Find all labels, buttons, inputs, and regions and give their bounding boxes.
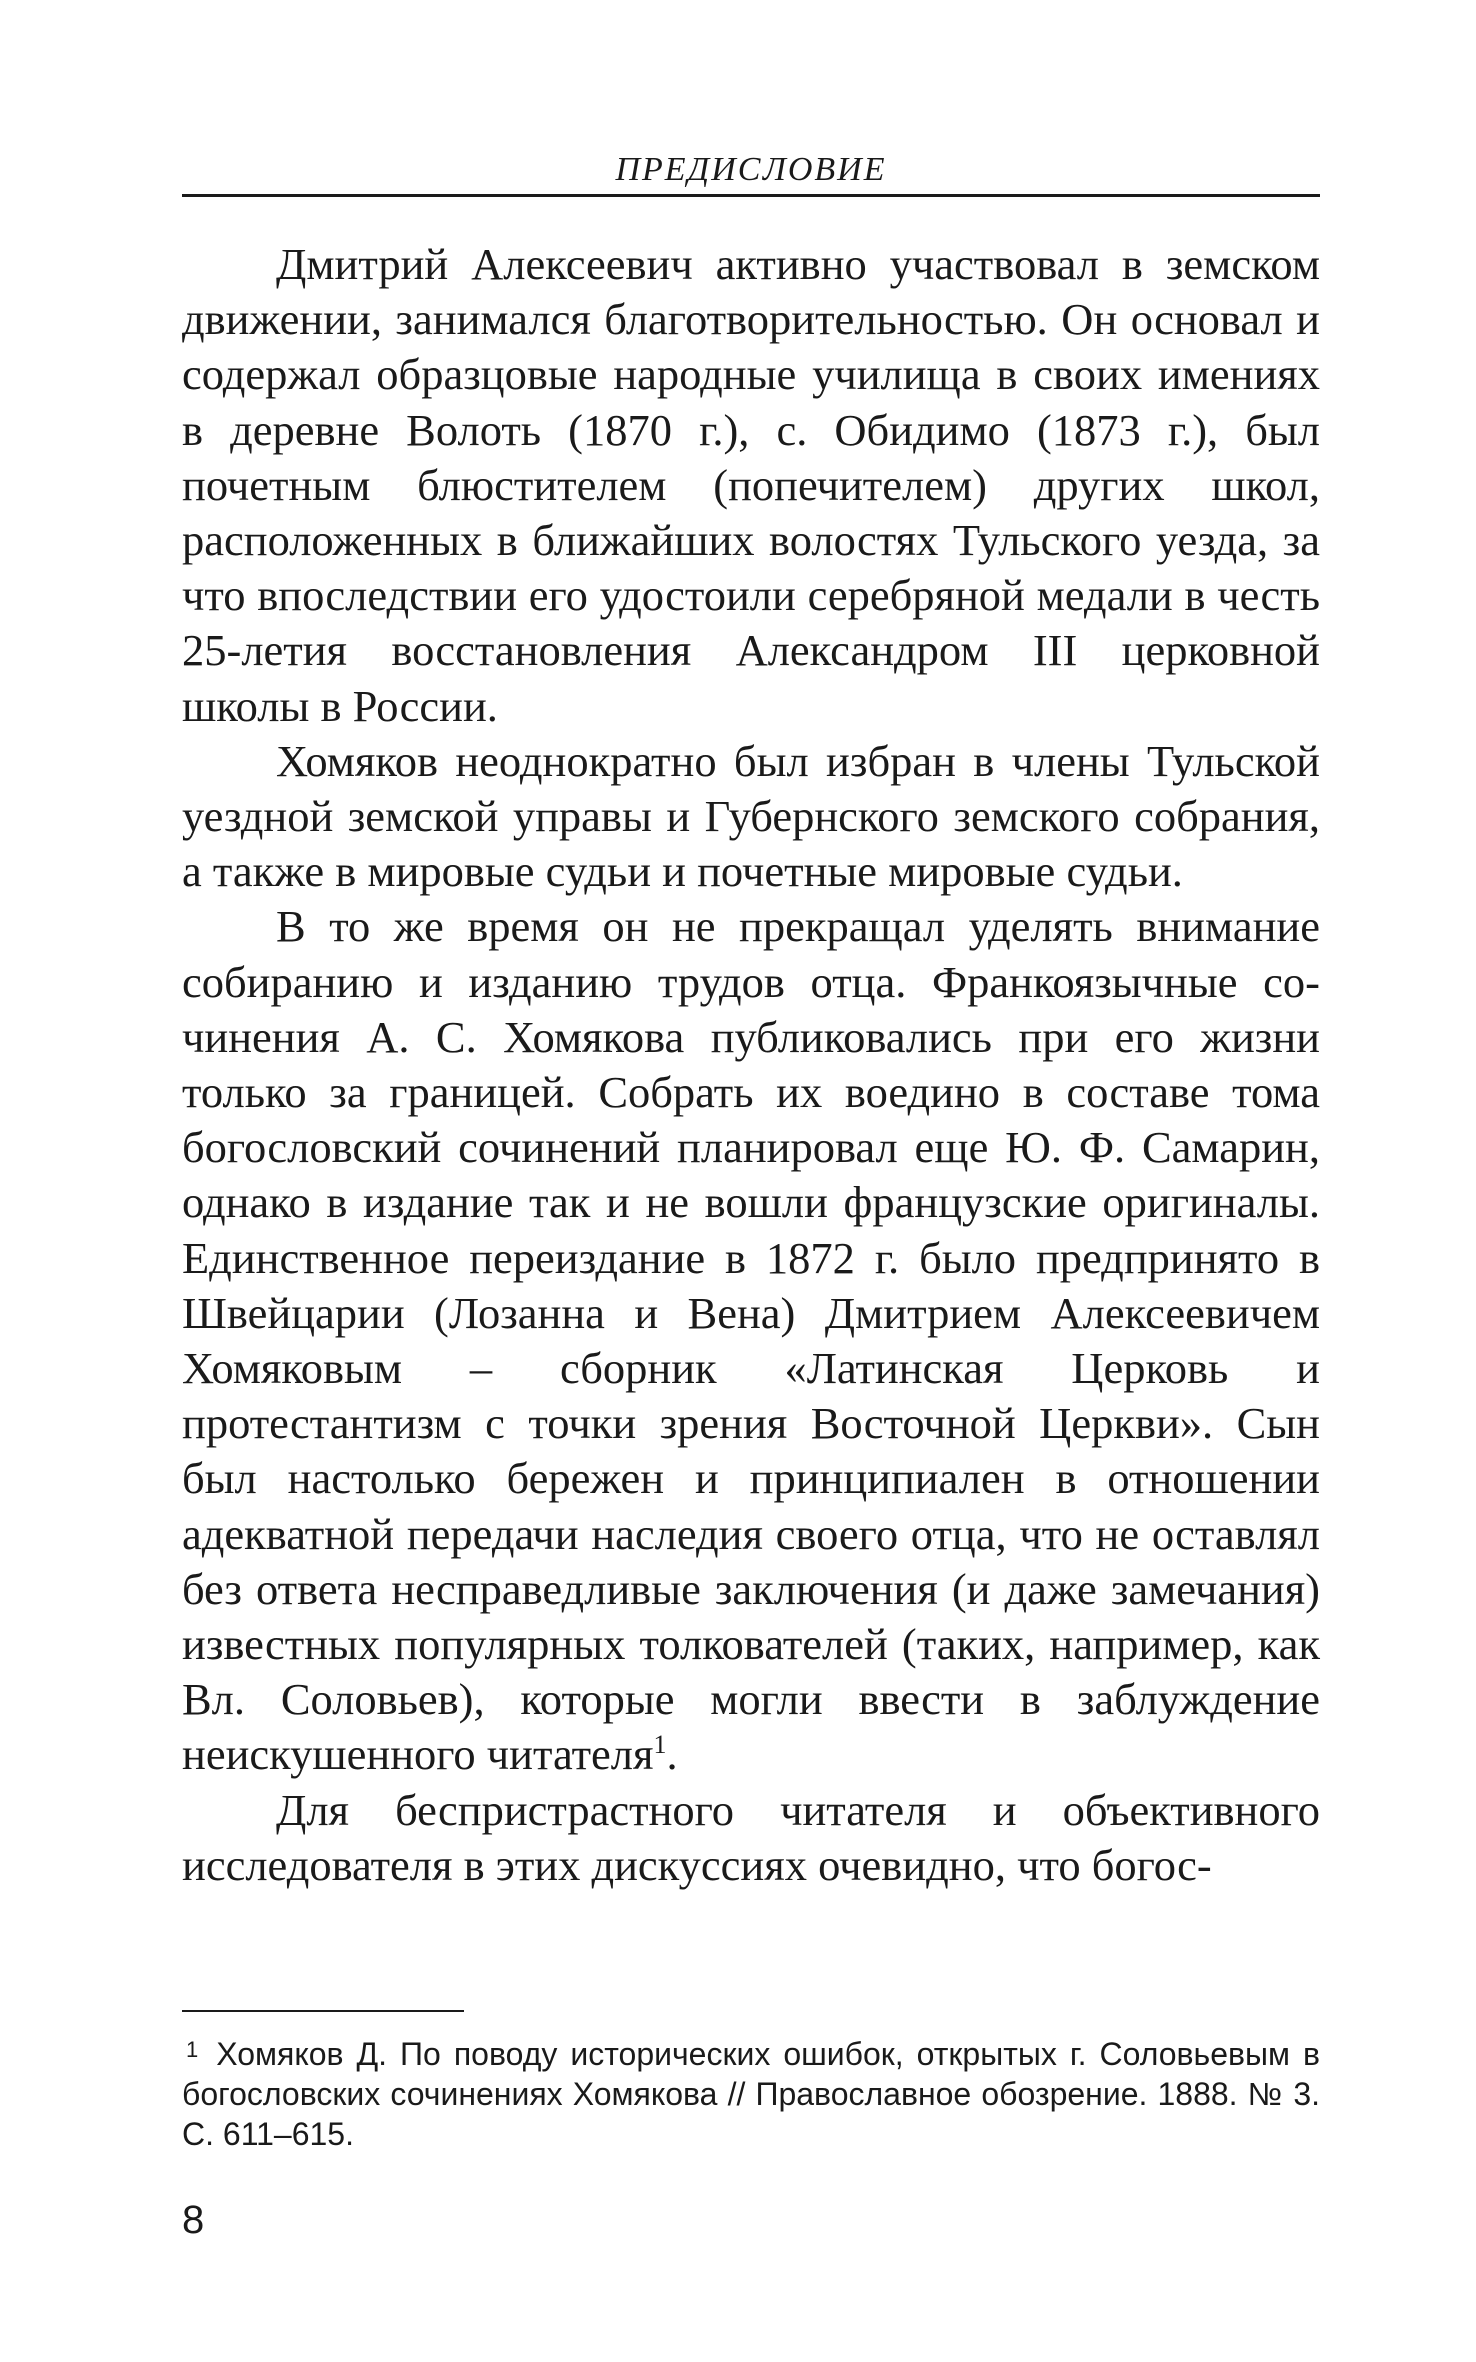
paragraph-3 xyxy=(182,899,1320,1782)
footnote-text: Хомяков Д. По поводу исторических ошибок, открытых г. Соловьевым в богословских сочинениях Хомякова // Православное обозрение. 1888. № 3. С. 611–615. xyxy=(182,2036,1320,2152)
paragraph-3-text: В то же время он не прекращал уделять внимание собиранию и изданию трудов отца. Франкоязычные сочинения А. С. Хомякова публиковались при его жизни только за границей. Собрать их воедино в составе тома богословский сочинений планировал еще Ю. Ф. Самарин, однако в издание так и не вошли французские оригиналы. Единственное переиздание в 1872 г. было предпринято в Швейцарии (Лозанна и Вена) Дмитрием Алексеевичем Хомяковым – сборник «Латинская Церковь и протестантизм с точки зрения Восточной Церкви». Сын был настолько бережен и принципиален в отношении адекватной передачи наследия своего отца, что не оставлял без ответа несправедливые заключения (и даже замечания) известных популярных толкователей (таких, например, как Вл. Соловьев), которые могли ввести в заблуждение неискушенного читателя xyxy=(182,901,1320,1780)
footnote-number: 1 xyxy=(186,2037,199,2062)
page-body xyxy=(182,150,1320,1893)
paragraph-4: Для беспристрастного читателя и объективного исследователя в этих дискуссиях очевидно, что богос- xyxy=(182,1784,1320,1890)
footnote-1 xyxy=(182,2034,1320,2154)
paragraph-3-end: . xyxy=(666,1729,678,1780)
footnote-reference[interactable]: 1 xyxy=(653,1730,667,1760)
header-rule xyxy=(182,194,1320,197)
page-number: 8 xyxy=(182,2198,205,2242)
footnote-rule xyxy=(182,2010,464,2012)
paragraph-1: Дмитрий Алексеевич активно участвовал в земском движении, занимался благотворительностью. Он основал и содержал образцовые народные училища в своих имениях в деревне Волоть (1870 г.), с. Обидимо (1873 г.), был почетным блюстителем (попечителем) других школ, расположенных в ближайших волостях Тульского уезда, за что впоследствии его удостоили серебряной медали в честь 25-летия восстановления Александром III церковной школы в России. xyxy=(182,239,1320,731)
footnotes xyxy=(182,2010,1320,2154)
paragraph-2: Хомяков неоднократно был избран в члены Тульской уездной земской управы и Губернского земского собрания, а также в мировые судьи и почетные мировые судьи. xyxy=(182,735,1320,897)
main-text xyxy=(182,237,1320,1893)
running-head: ПРЕДИСЛОВИЕ xyxy=(615,151,887,188)
